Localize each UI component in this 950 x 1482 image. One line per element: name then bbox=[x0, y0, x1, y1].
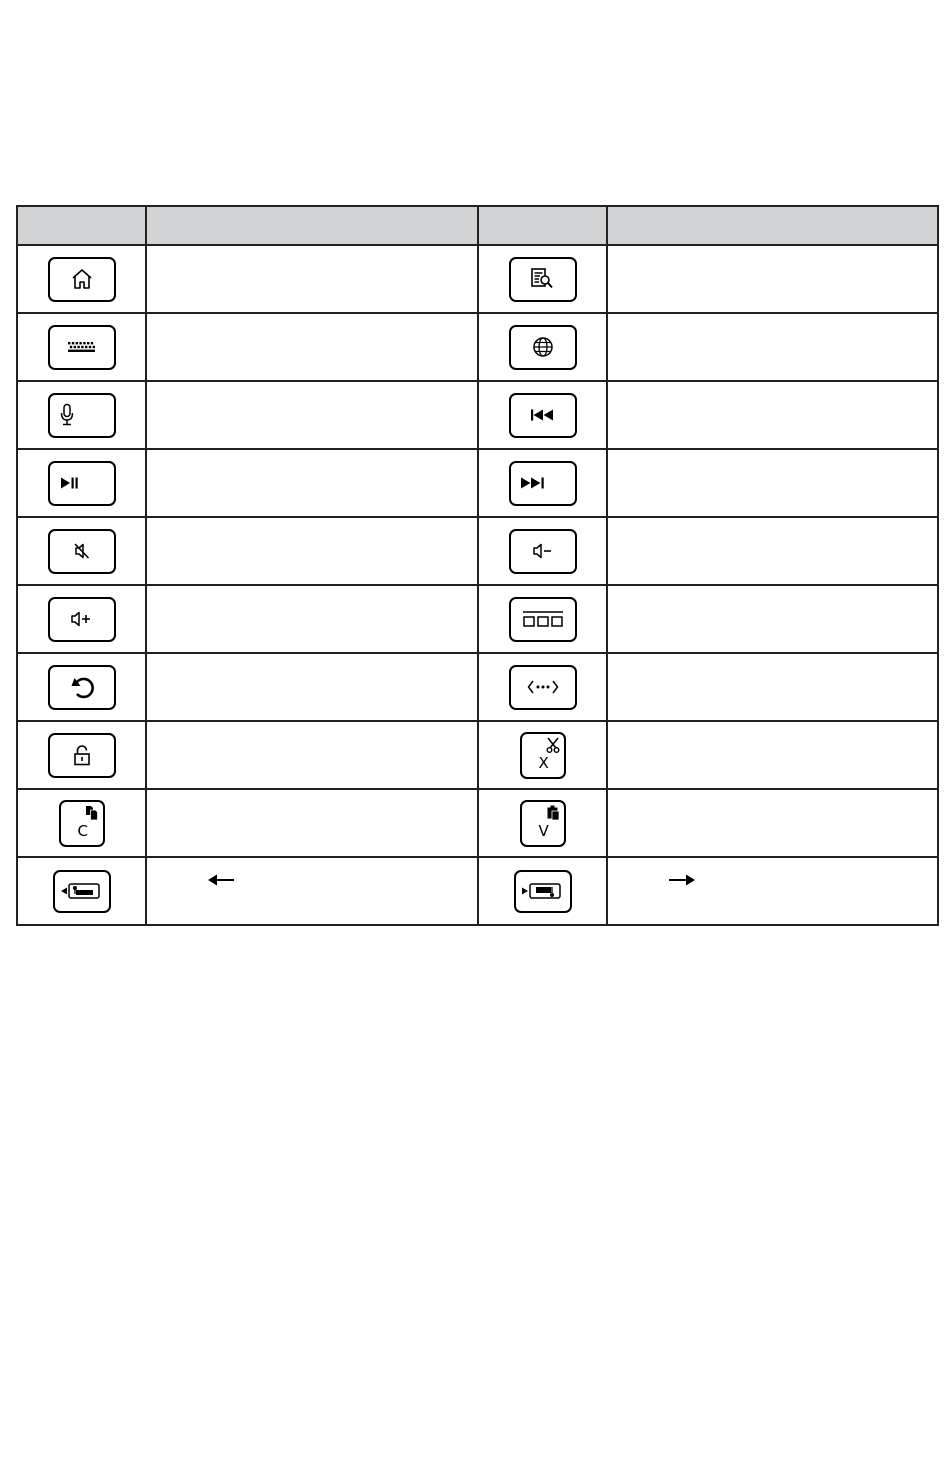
home-icon bbox=[70, 267, 94, 291]
copy-icon bbox=[85, 805, 99, 821]
left-arrow bbox=[207, 873, 235, 891]
table-header-row bbox=[17, 206, 938, 245]
right-arrow bbox=[668, 873, 696, 891]
paste-key-letter: V bbox=[538, 821, 549, 840]
table-row bbox=[17, 857, 938, 925]
previous-track-key bbox=[509, 393, 577, 438]
select-key bbox=[509, 665, 577, 710]
copy-key-letter: C bbox=[77, 821, 88, 840]
volume-down-key bbox=[509, 529, 577, 574]
undo-icon bbox=[69, 674, 95, 700]
search-key-description bbox=[607, 245, 938, 313]
paste-key bbox=[520, 800, 566, 847]
next-track-key bbox=[509, 461, 577, 506]
paste-icon bbox=[546, 805, 560, 821]
key-function-table bbox=[16, 205, 939, 926]
mute-key-description bbox=[146, 517, 478, 585]
select-icon bbox=[527, 679, 559, 695]
language-key-description bbox=[607, 313, 938, 381]
lock-key-description bbox=[146, 721, 478, 789]
volume-up-key bbox=[48, 597, 116, 642]
microphone-icon bbox=[60, 403, 74, 427]
app-switcher-icon bbox=[522, 610, 564, 628]
voice-key bbox=[48, 393, 116, 438]
play-pause-icon bbox=[60, 476, 80, 490]
cursor-right-key-description bbox=[607, 857, 938, 925]
language-key bbox=[509, 325, 577, 370]
app-switcher-key bbox=[509, 597, 577, 642]
table-row bbox=[17, 245, 938, 313]
mute-icon bbox=[73, 542, 91, 560]
cursor-left-key-description bbox=[146, 857, 478, 925]
table-row bbox=[17, 313, 938, 381]
copy-key bbox=[59, 800, 105, 847]
cursor-left-icon bbox=[60, 880, 104, 902]
lock-key bbox=[48, 733, 116, 778]
next-track-key-description bbox=[607, 449, 938, 517]
cut-icon bbox=[546, 737, 560, 753]
keyboard-key-description bbox=[146, 313, 478, 381]
header-function-1 bbox=[146, 206, 478, 245]
keyboard-key bbox=[48, 325, 116, 370]
cut-key-description bbox=[607, 721, 938, 789]
search-key bbox=[509, 257, 577, 302]
lock-icon bbox=[73, 744, 91, 766]
header-function-2 bbox=[607, 206, 938, 245]
table-row bbox=[17, 585, 938, 653]
volume-down-icon bbox=[532, 542, 554, 560]
previous-track-key-description bbox=[607, 381, 938, 449]
mute-key bbox=[48, 529, 116, 574]
voice-key-description bbox=[146, 381, 478, 449]
search-document-icon bbox=[530, 267, 556, 291]
header-key-1 bbox=[17, 206, 146, 245]
table-row bbox=[17, 653, 938, 721]
next-track-icon bbox=[520, 476, 546, 490]
cursor-right-icon bbox=[521, 880, 565, 902]
home-key bbox=[48, 257, 116, 302]
volume-up-key-description bbox=[146, 585, 478, 653]
arrow-left-icon bbox=[207, 873, 235, 887]
table-row bbox=[17, 789, 938, 857]
table-row bbox=[17, 449, 938, 517]
volume-down-key-description bbox=[607, 517, 938, 585]
header-key-2 bbox=[478, 206, 607, 245]
table-row bbox=[17, 517, 938, 585]
paste-key-description bbox=[607, 789, 938, 857]
undo-key bbox=[48, 665, 116, 710]
cursor-left-key bbox=[53, 870, 111, 913]
previous-track-icon bbox=[530, 408, 556, 422]
select-key-description bbox=[607, 653, 938, 721]
app-switcher-key-description bbox=[607, 585, 938, 653]
keyboard-icon bbox=[67, 340, 97, 354]
play-pause-key-description bbox=[146, 449, 478, 517]
cut-key bbox=[520, 732, 566, 779]
table-row bbox=[17, 381, 938, 449]
cut-key-letter: X bbox=[538, 753, 549, 772]
volume-up-icon bbox=[70, 610, 94, 628]
play-pause-key bbox=[48, 461, 116, 506]
cursor-right-key bbox=[514, 870, 572, 913]
home-key-description bbox=[146, 245, 478, 313]
copy-key-description bbox=[146, 789, 478, 857]
globe-icon bbox=[532, 336, 554, 358]
arrow-right-icon bbox=[668, 873, 696, 887]
table-row bbox=[17, 721, 938, 789]
undo-key-description bbox=[146, 653, 478, 721]
